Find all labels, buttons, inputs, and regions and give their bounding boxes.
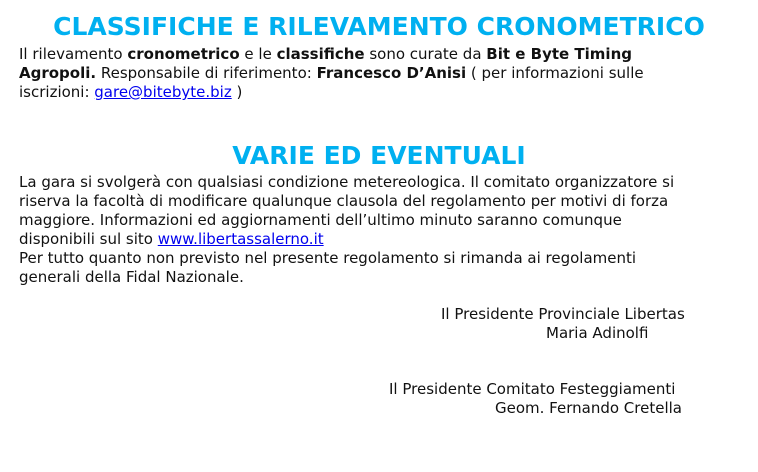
- text-fragment: Il rilevamento: [19, 45, 128, 63]
- text-fragment: Responsabile di riferimento:: [96, 64, 317, 82]
- text-fragment: sono curate da: [364, 45, 487, 63]
- website-link[interactable]: www.libertassalerno.it: [157, 230, 324, 248]
- misc-paragraph: [19, 173, 744, 287]
- misc-section-heading: VARIE ED EVENTUALI: [232, 141, 526, 170]
- text-fragment: iscrizioni:: [19, 83, 95, 101]
- text-fragment: e le: [239, 45, 277, 63]
- timing-line-1: [19, 45, 744, 64]
- timing-section-heading: CLASSIFICHE E RILEVAMENTO CRONOMETRICO: [53, 12, 705, 41]
- timing-line-3: [19, 83, 744, 102]
- text-fragment: disponibili sul sito: [19, 230, 158, 248]
- bold-contact-name: Francesco D’Anisi: [316, 64, 467, 82]
- text-fragment: ( per informazioni sulle: [466, 64, 644, 82]
- signature-1-title: Il Presidente Provinciale Libertas: [441, 305, 685, 323]
- bold-company-name: Bit e Byte Timing: [486, 45, 632, 63]
- text-fragment: ): [231, 83, 243, 101]
- signature-1-name: Maria Adinolfi: [546, 324, 649, 342]
- signature-2-title: Il Presidente Comitato Festeggiamenti: [389, 380, 676, 398]
- bold-classifiche: classifiche: [276, 45, 365, 63]
- misc-line-1: La gara si svolgerà con qualsiasi condizione metereologica. Il comitato organizzatore si: [19, 173, 675, 191]
- timing-paragraph: [19, 45, 744, 102]
- email-link[interactable]: gare@bitebyte.biz: [94, 83, 232, 101]
- signature-2-name: Geom. Fernando Cretella: [495, 399, 682, 417]
- misc-line-5: Per tutto quanto non previsto nel presente regolamento si rimanda ai regolamenti: [19, 249, 637, 267]
- timing-line-2: [19, 64, 744, 83]
- misc-line-4: [19, 230, 744, 249]
- bold-cronometrico: cronometrico: [127, 45, 240, 63]
- misc-line-6: generali della Fidal Nazionale.: [19, 268, 244, 286]
- bold-city: Agropoli.: [19, 64, 97, 82]
- misc-line-3: maggiore. Informazioni ed aggiornamenti dell’ultimo minuto saranno comunque: [19, 211, 622, 229]
- misc-line-2: riserva la facoltà di modificare qualunque clausola del regolamento per motivi di forza: [19, 192, 669, 210]
